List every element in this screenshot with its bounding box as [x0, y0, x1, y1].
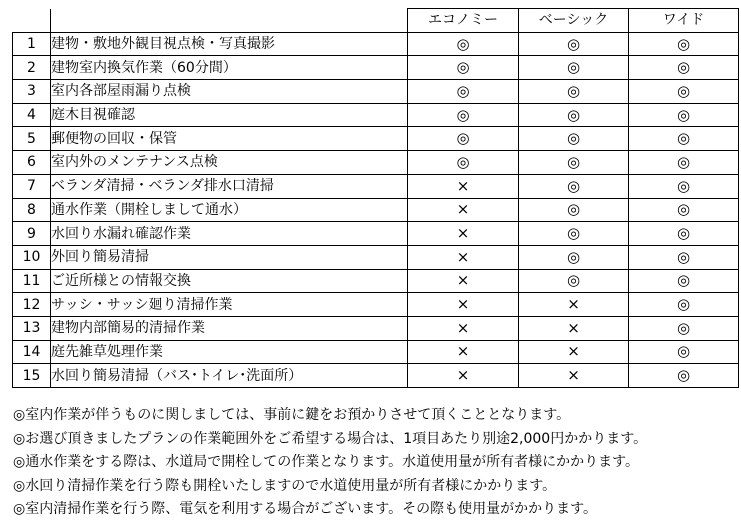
- mark-economy: ×: [408, 340, 519, 364]
- service-comparison-table: [12, 8, 739, 388]
- row-number: 10: [13, 245, 51, 269]
- mark-economy: ×: [408, 198, 519, 222]
- blank-header-cell: [51, 9, 408, 33]
- mark-economy: ◎: [408, 103, 519, 127]
- mark-economy: ×: [408, 245, 519, 269]
- mark-wide: ◎: [629, 222, 739, 246]
- task-name: 室内各部屋雨漏り点検: [51, 80, 408, 104]
- mark-economy: ×: [408, 174, 519, 198]
- mark-basic: ×: [519, 316, 629, 340]
- mark-economy: ◎: [408, 127, 519, 151]
- table-row: [13, 174, 739, 198]
- mark-basic: ◎: [519, 103, 629, 127]
- table-row: [13, 56, 739, 80]
- table-row: [13, 364, 739, 388]
- table-row: [13, 127, 739, 151]
- plan-header-wide: ワイド: [629, 9, 739, 33]
- mark-wide: ◎: [629, 245, 739, 269]
- task-name: 郵便物の回収・保管: [51, 127, 408, 151]
- task-name: ご近所様との情報交換: [51, 269, 408, 293]
- mark-basic: ◎: [519, 151, 629, 175]
- row-number: 2: [13, 56, 51, 80]
- note-line: ◎お選び頂きましたプランの作業範囲外をご希望する場合は、1項目あたり別途2,000円かかります。: [13, 430, 648, 447]
- mark-wide: ◎: [629, 316, 739, 340]
- notes-section: [13, 404, 647, 522]
- row-number: 13: [13, 316, 51, 340]
- row-number: 1: [13, 32, 51, 56]
- mark-wide: ◎: [629, 198, 739, 222]
- table-row: [13, 80, 739, 104]
- mark-wide: ◎: [629, 127, 739, 151]
- blank-header-cell: [13, 9, 51, 33]
- row-number: 9: [13, 222, 51, 246]
- mark-basic: ◎: [519, 198, 629, 222]
- mark-economy: ×: [408, 316, 519, 340]
- row-number: 4: [13, 103, 51, 127]
- mark-wide: ◎: [629, 340, 739, 364]
- mark-wide: ◎: [629, 293, 739, 317]
- task-name: 建物内部簡易的清掃作業: [51, 316, 408, 340]
- table-body: [13, 9, 739, 388]
- row-number: 7: [13, 174, 51, 198]
- mark-economy: ◎: [408, 32, 519, 56]
- note-line: ◎水回り清掃作業を行う際も開栓いたしますので水道使用量が所有者様にかかります。: [13, 477, 557, 494]
- row-number: 3: [13, 80, 51, 104]
- mark-basic: ◎: [519, 80, 629, 104]
- plan-header-basic: ベーシック: [519, 9, 629, 33]
- mark-economy: ◎: [408, 151, 519, 175]
- task-name: 水回り水漏れ確認作業: [51, 222, 408, 246]
- table-row: [13, 245, 739, 269]
- mark-basic: ◎: [519, 56, 629, 80]
- task-name: 水回り簡易清掃（バス･トイレ･洗面所）: [51, 364, 408, 388]
- row-number: 14: [13, 340, 51, 364]
- row-number: 12: [13, 293, 51, 317]
- note-line: ◎室内清掃作業を行う際、電気を利用する場合がございます。その際も使用量がかかります。: [13, 501, 597, 517]
- mark-economy: ×: [408, 269, 519, 293]
- mark-basic: ×: [519, 340, 629, 364]
- mark-basic: ◎: [519, 32, 629, 56]
- note-line: ◎通水作業をする際は、水道局で開栓しての作業となります。水道使用量が所有者様にかかります。: [13, 454, 639, 470]
- mark-economy: ×: [408, 222, 519, 246]
- mark-basic: ◎: [519, 174, 629, 198]
- row-number: 8: [13, 198, 51, 222]
- table-row: [13, 151, 739, 175]
- table-row: [13, 32, 739, 56]
- task-name: 庭木目視確認: [51, 103, 408, 127]
- mark-wide: ◎: [629, 151, 739, 175]
- mark-wide: ◎: [629, 364, 739, 388]
- mark-wide: ◎: [629, 174, 739, 198]
- table-row: [13, 293, 739, 317]
- row-number: 15: [13, 364, 51, 388]
- note-line: ◎室内作業が伴うものに関しましては、事前に鍵をお預かりさせて頂くこととなります。: [13, 407, 571, 423]
- task-name: 庭先雑草処理作業: [51, 340, 408, 364]
- mark-basic: ◎: [519, 269, 629, 293]
- mark-wide: ◎: [629, 32, 739, 56]
- mark-wide: ◎: [629, 56, 739, 80]
- task-name: ベランダ清掃・ベランダ排水口清掃: [51, 174, 408, 198]
- task-name: 建物・敷地外観目視点検・写真撮影: [51, 32, 408, 56]
- mark-basic: ◎: [519, 222, 629, 246]
- mark-basic: ×: [519, 364, 629, 388]
- row-number: 5: [13, 127, 51, 151]
- table-row: [13, 222, 739, 246]
- mark-wide: ◎: [629, 80, 739, 104]
- mark-economy: ×: [408, 364, 519, 388]
- header-row: [13, 9, 739, 33]
- task-name: 外回り簡易清掃: [51, 245, 408, 269]
- plan-header-economy: エコノミー: [408, 9, 519, 33]
- row-number: 6: [13, 151, 51, 175]
- row-number: 11: [13, 269, 51, 293]
- task-name: 建物室内換気作業（60分間）: [51, 56, 408, 80]
- table-row: [13, 198, 739, 222]
- task-name: サッシ・サッシ廻り清掃作業: [51, 293, 408, 317]
- mark-wide: ◎: [629, 269, 739, 293]
- mark-wide: ◎: [629, 103, 739, 127]
- mark-basic: ◎: [519, 127, 629, 151]
- mark-economy: ×: [408, 293, 519, 317]
- mark-basic: ×: [519, 293, 629, 317]
- table-row: [13, 340, 739, 364]
- task-name: 通水作業（開栓しまして通水）: [51, 198, 408, 222]
- mark-economy: ◎: [408, 80, 519, 104]
- task-name: 室内外のメンテナンス点検: [51, 151, 408, 175]
- table-row: [13, 103, 739, 127]
- mark-basic: ◎: [519, 245, 629, 269]
- mark-economy: ◎: [408, 56, 519, 80]
- table-row: [13, 269, 739, 293]
- table-row: [13, 316, 739, 340]
